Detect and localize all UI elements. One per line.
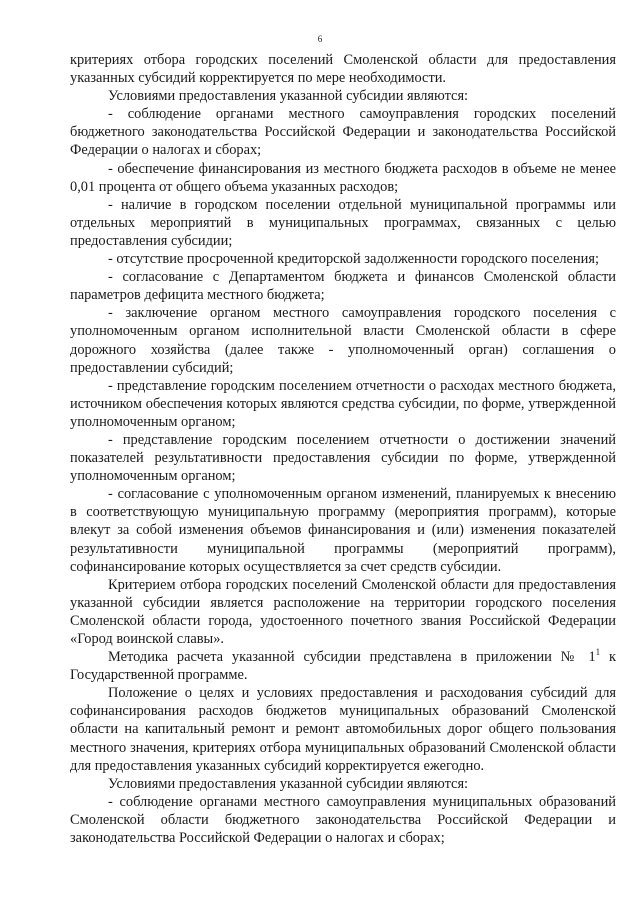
paragraph: Критерием отбора городских поселений Смоленской области для предоставления указанной субсидии является расположение на территории городского поселения Смоленской области города, удостоенного почетного звания Российской Федерации «Город воинской славы».	[70, 576, 616, 647]
list-item: - представление городским поселением отчетности о расходах местного бюджета, источником обеспечения которых являются средства субсидии, по форме, утвержденной уполномоченным органом;	[70, 377, 616, 430]
list-item: - представление городским поселением отчетности о достижении значений показателей результативности предоставления субсидии по форме, утвержденной уполномоченным органом;	[70, 431, 616, 485]
paragraph: Условиями предоставления указанной субсидии являются:	[108, 88, 469, 105]
methodology-text-end: к Государственной программе.	[70, 649, 616, 684]
list-item: - отсутствие просроченной кредиторской задолженности городского поселения;	[108, 251, 599, 268]
list-item: - соблюдение органами местного самоуправления муниципальных образований Смоленской области бюджетного законодательства Российской Федерации и законодательства Российской Федерации о налогах и сборах;	[70, 793, 616, 847]
list-item: - обеспечение финансирования из местного бюджета расходов в объеме не менее 0,01 процента от общего объема указанных расходов;	[70, 160, 616, 195]
paragraph: Положение о целях и условиях предоставления и расходования субсидий для софинансирования расходов бюджетов муниципальных образований Смоленской области на капитальный ремонт и ремонт автомобильных дорог общего пользования местного значения, критериях отбора муниципальных образований Смоленской области для предоставления указанных субсидий корректируется ежегодно.	[70, 685, 616, 774]
list-item: - согласование с уполномоченным органом изменений, планируемых к внесению в соответствующую муниципальную программу (мероприятия программ), которые влекут за собой изменения объемов финансирования и (или) изменения показателей результативности муниципальной программы (мероприятий программ), софинансирование которых осуществляется за счет средств субсидии.	[70, 486, 616, 575]
methodology-paragraph	[70, 648, 616, 684]
document-body	[70, 51, 616, 847]
list-item: - заключение органом местного самоуправления городского поселения с уполномоченным органом исполнительной власти Смоленской области в сфере дорожного хозяйства (далее также - уполномоченный орган) соглашения о предоставлении субсидий;	[70, 305, 616, 376]
paragraph: критериях отбора городских поселений Смоленской области для предоставления указанных субсидий корректируется по мере необходимости.	[70, 52, 616, 87]
methodology-text: Методика расчета указанной субсидии представлена в приложении № 1	[108, 649, 596, 666]
list-item: - соблюдение органами местного самоуправления городских поселений бюджетного законодательства Российской Федерации и законодательства Российской Федерации о налогах и сборах;	[70, 106, 616, 159]
page-number: 6	[317, 34, 323, 44]
list-item: - согласование с Департаментом бюджета и финансов Смоленской области параметров дефицита местного бюджета;	[70, 269, 616, 304]
footnote-superscript: 1	[595, 647, 601, 658]
list-item: - наличие в городском поселении отдельной муниципальной программы или отдельных мероприятий в муниципальных программах, связанных с целью предоставления субсидии;	[70, 196, 616, 249]
paragraph: Условиями предоставления указанной субсидии являются:	[108, 775, 469, 792]
